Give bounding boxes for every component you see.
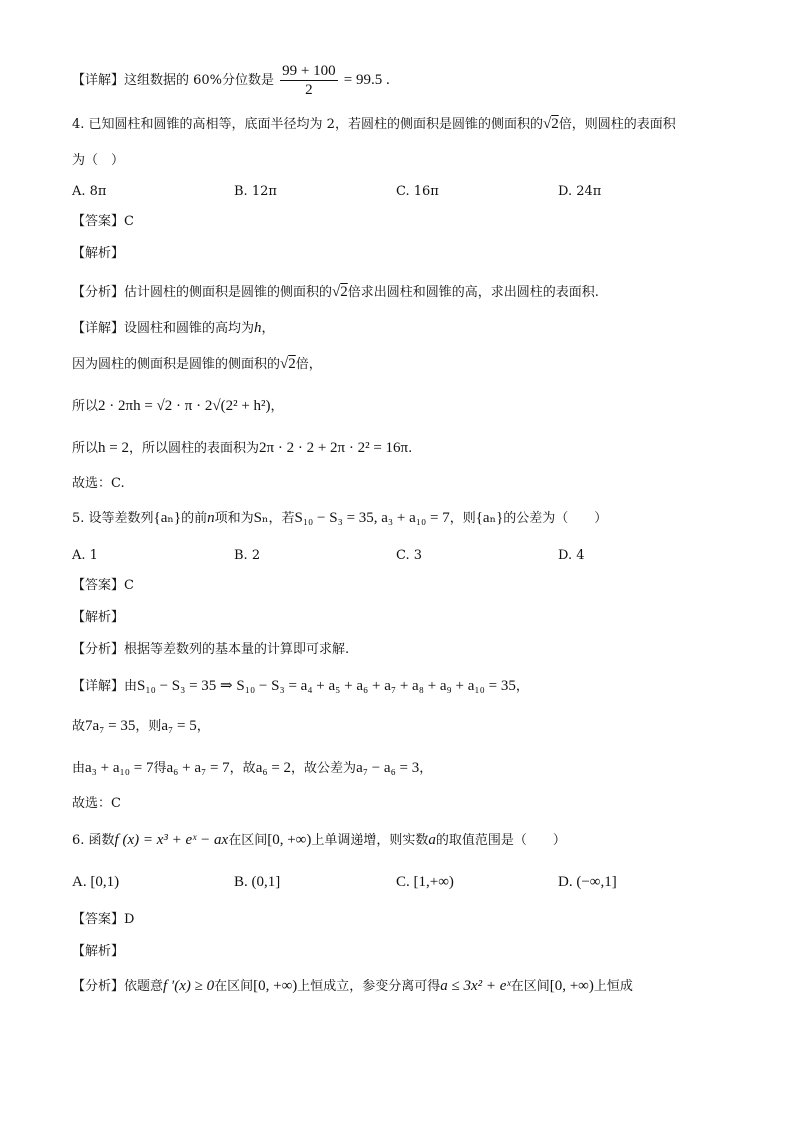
q4-detail-2 <box>72 354 322 375</box>
q5-text: ，若 <box>268 511 295 526</box>
q4-detail-4 <box>72 438 412 459</box>
q4-detail-3 <box>72 396 284 417</box>
math: Sₙ <box>253 510 269 526</box>
sqrt2-symbol: √2 <box>542 116 559 132</box>
q4-detail-text: 所以 <box>72 441 99 456</box>
fraction <box>280 62 337 99</box>
q5-detail-text: ，故公差为 <box>291 761 357 776</box>
q5-analysis: 【分析】根据等差数列的基本量的计算即可求解. <box>72 642 350 657</box>
q4-choose: 故选：C. <box>72 476 125 491</box>
math: {aₙ} <box>475 510 504 526</box>
equation: a₃ + a₁₀ = 7 <box>85 760 154 776</box>
math: a <box>428 832 436 848</box>
q5-text: ，则 <box>449 511 476 526</box>
q4-answer: 【答案】C <box>72 214 134 229</box>
sqrt2-symbol: √2 <box>332 284 348 300</box>
math: [0, +∞) <box>253 978 298 994</box>
q5-detail-text: 【详解】由 <box>72 679 138 694</box>
q6-text: 的取值范围是（ ） <box>435 833 566 848</box>
equation: h = 2 <box>98 440 129 456</box>
q5-choose: 故选：C <box>72 796 121 811</box>
fraction-numerator: 99 + 100 <box>282 63 336 79</box>
q4-detail-text-2: 倍， <box>295 357 322 372</box>
q5-detail-1 <box>72 676 529 697</box>
q5-answer: 【答案】C <box>72 578 134 593</box>
math: {aₙ} <box>153 510 182 526</box>
percentile-line <box>72 62 390 99</box>
q4-jiexi: 【解析】 <box>72 246 125 261</box>
equation: a₇ − a₆ = 3 <box>356 760 420 776</box>
q5-stem <box>72 508 607 529</box>
q4-option-c: C. 16π <box>396 184 439 199</box>
math: a ≤ 3x² + eˣ <box>440 978 511 994</box>
q4-option-d: D. 24π <box>558 184 602 199</box>
math: f (x) = x³ + eˣ − ax <box>114 832 229 848</box>
equation: a₆ = 2 <box>255 760 292 776</box>
q5-text: 的公差为（ ） <box>503 511 608 526</box>
q4-option-b: B. 12π <box>234 184 277 199</box>
percentile-text: 【详解】这组数据的 60%分位数是 <box>72 73 275 88</box>
q6-option-b: B. (0,1] <box>234 874 281 890</box>
var-h: h <box>254 320 262 336</box>
q5-detail-text: 由 <box>72 761 86 776</box>
math: f ′(x) ≥ 0 <box>163 978 215 994</box>
punct: ， <box>196 719 210 734</box>
equation: a₇ = 5 <box>161 718 197 734</box>
q5-detail-text: 得 <box>153 761 167 776</box>
equation: 2 · 2πh = √2 · π · 2√(2² + h²) <box>98 398 271 414</box>
q6-analysis <box>72 976 633 997</box>
punct: . <box>408 441 413 456</box>
q5-text: 项和为 <box>214 511 254 526</box>
punct: ， <box>261 321 275 336</box>
punct: ， <box>419 761 433 776</box>
percentile-result: = 99.5 . <box>343 72 390 88</box>
q6-answer: 【答案】D <box>72 912 135 927</box>
q6-text: 6. 函数 <box>72 833 115 848</box>
q4-stem-line1 <box>72 114 676 135</box>
q4-option-a: A. 8π <box>72 184 107 199</box>
q5-detail-text: ，故 <box>229 761 256 776</box>
q6-text: 上单调递增，则实数 <box>311 833 429 848</box>
q4-stem-text-2: 倍，则圆柱的表面积 <box>558 117 676 132</box>
q5-detail-text: 故 <box>72 719 86 734</box>
q5-detail-text: ，则 <box>135 719 162 734</box>
q4-detail-text-2: ，所以圆柱的表面积为 <box>128 441 259 456</box>
q6-stem <box>72 830 566 851</box>
q4-detail-text: 所以 <box>72 399 99 414</box>
q5-option-d: D. 4 <box>558 548 585 563</box>
equation-2: 2π · 2 · 2 + 2π · 2² = 16π <box>259 440 409 456</box>
equation: 7a₇ = 35 <box>85 718 136 734</box>
math: n <box>207 510 215 526</box>
q5-jiexi: 【解析】 <box>72 610 125 625</box>
q5-text: 5. 设等差数列 <box>72 511 154 526</box>
punct: ， <box>270 399 284 414</box>
q6-analysis-text: 在区间 <box>214 979 254 994</box>
punct: ， <box>515 679 529 694</box>
math: [0, +∞) <box>549 978 594 994</box>
q6-analysis-text: 【分析】依题意 <box>72 979 164 994</box>
math: S₁₀ − S₃ = 35, a₃ + a₁₀ = 7 <box>294 510 450 526</box>
q6-jiexi: 【解析】 <box>72 944 125 959</box>
q4-detail-text: 因为圆柱的侧面积是圆锥的侧面积的 <box>72 357 281 372</box>
q4-analysis-text: 【分析】估计圆柱的侧面积是圆锥的侧面积的 <box>72 285 333 300</box>
q5-option-a: A. 1 <box>72 548 98 563</box>
q5-option-c: C. 3 <box>396 548 423 563</box>
fraction-denominator: 2 <box>305 82 313 98</box>
equation: S₁₀ − S₃ = 35 ⇒ S₁₀ − S₃ = a₄ + a₅ + a₆ + a₇ + a₈ + a₉ + a₁₀ = 35 <box>137 678 516 694</box>
q4-detail-1 <box>72 318 275 339</box>
q6-option-d: D. (−∞,1] <box>558 874 617 890</box>
q6-text: 在区间 <box>228 833 268 848</box>
q6-analysis-text: 上恒成立，参变分离可得 <box>297 979 441 994</box>
q5-text: 的前 <box>181 511 208 526</box>
math: [0, +∞) <box>267 832 312 848</box>
sqrt2-symbol: √2 <box>280 356 296 372</box>
q6-analysis-text: 上恒成 <box>593 979 633 994</box>
equation: a₆ + a₇ = 7 <box>166 760 230 776</box>
q4-stem-text: 4. 已知圆柱和圆锥的高相等，底面半径均为 2，若圆柱的侧面积是圆锥的侧面积的 <box>72 117 543 132</box>
q4-analysis-text-2: 倍求出圆柱和圆锥的高，求出圆柱的表面积. <box>347 285 599 300</box>
q4-detail-text: 【详解】设圆柱和圆锥的高均为 <box>72 321 255 336</box>
q4-analysis <box>72 282 599 303</box>
q6-option-c: C. [1,+∞) <box>396 874 454 890</box>
q6-option-a: A. [0,1) <box>72 874 120 890</box>
q5-option-b: B. 2 <box>234 548 261 563</box>
q4-stem-line2: 为（ ） <box>72 153 125 168</box>
q5-detail-2 <box>72 716 210 737</box>
q5-detail-3 <box>72 758 432 779</box>
q6-analysis-text: 在区间 <box>510 979 550 994</box>
